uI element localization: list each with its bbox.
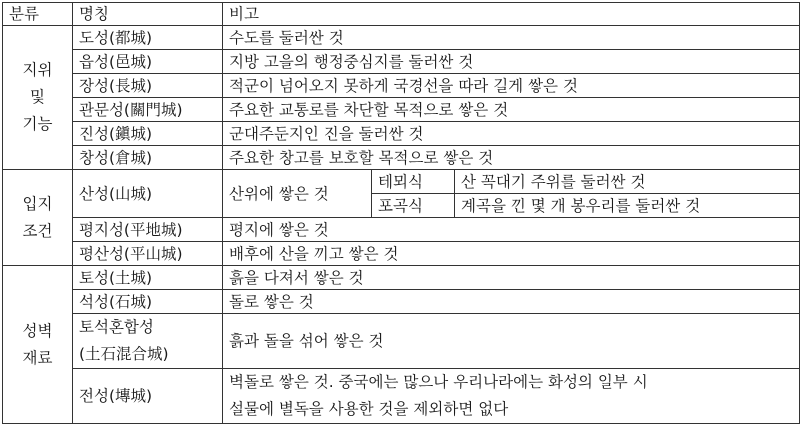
table-row [3,50,800,74]
name-cell: 도성(都城) [73,26,223,50]
table-row [3,242,800,266]
note-cell: 흙을 다져서 쌓은 것 [223,266,800,290]
note-cell: 평지에 쌓은 것 [223,218,800,242]
note-cell: 흙과 돌을 섞어 쌓은 것 [223,314,800,369]
note-cell: 주요한 창고를 보호할 목적으로 쌓은 것 [223,146,800,170]
name-cell: 전성(塼城) [73,369,223,424]
note-cell-multiline [223,369,800,424]
category-cell-wall-material [3,266,73,424]
header-name: 명칭 [73,3,223,26]
category-label-line: 및 [30,88,45,106]
category-cell-location [3,170,73,266]
note-cell: 적군이 넘어오지 못하게 국경선을 따라 길게 쌓은 것 [223,74,800,98]
note-cell: 군대주둔지인 진을 둘러싼 것 [223,122,800,146]
subtype-cell: 테뫼식 [372,170,455,194]
name-cell: 평산성(平山城) [73,242,223,266]
name-cell: 창성(倉城) [73,146,223,170]
fortress-classification-table [2,2,800,424]
name-line: 토석혼합성 [79,318,154,336]
note-cell: 수도를 둘러싼 것 [223,26,800,50]
name-cell: 읍성(邑城) [73,50,223,74]
header-category: 분류 [3,3,73,26]
note-cell: 배후에 산을 끼고 쌓은 것 [223,242,800,266]
subtype-cell: 포곡식 [372,194,455,218]
table-row [3,74,800,98]
category-cell-status-function [3,26,73,170]
name-cell: 석성(石城) [73,290,223,314]
category-label-line: 조건 [22,221,53,240]
note-cell: 산위에 쌓은 것 [223,170,372,218]
table-row [3,26,800,50]
table-header-row [3,3,800,26]
note-line: 설물에 별독을 사용한 것을 제외하면 없다 [229,400,509,418]
category-label-line: 지위 [22,61,53,79]
table-row [3,122,800,146]
name-cell: 진성(鎭城) [73,122,223,146]
table-row [3,218,800,242]
table-row [3,146,800,170]
name-cell: 산성(山城) [73,170,223,218]
note-cell: 지방 고을의 행정중심지를 둘러싼 것 [223,50,800,74]
category-label-line: 입지 [22,194,53,213]
name-cell: 관문성(關門城) [73,98,223,122]
name-cell: 평지성(平地城) [73,218,223,242]
name-cell: 토성(土城) [73,266,223,290]
table-row [3,266,800,290]
subtype-desc-cell: 계곡을 낀 몇 개 봉우리를 둘러싼 것 [455,194,800,218]
table-row [3,170,800,194]
note-cell: 주요한 교통로를 차단할 목적으로 쌓은 것 [223,98,800,122]
header-note: 비고 [223,3,800,26]
name-line: (土石混合城) [79,345,169,363]
table-row [3,290,800,314]
category-label-line: 성벽 [22,321,53,340]
category-label-line: 기능 [22,115,53,133]
note-cell: 돌로 쌓은 것 [223,290,800,314]
name-cell: 장성(長城) [73,74,223,98]
subtype-desc-cell: 산 꼭대기 주위를 둘러싼 것 [455,170,800,194]
note-line: 벽돌로 쌓은 것. 중국에는 많으나 우리나라에는 화성의 일부 시 [229,373,648,391]
table-row [3,98,800,122]
name-cell-multiline [73,314,223,369]
category-label-line: 재료 [22,348,53,367]
